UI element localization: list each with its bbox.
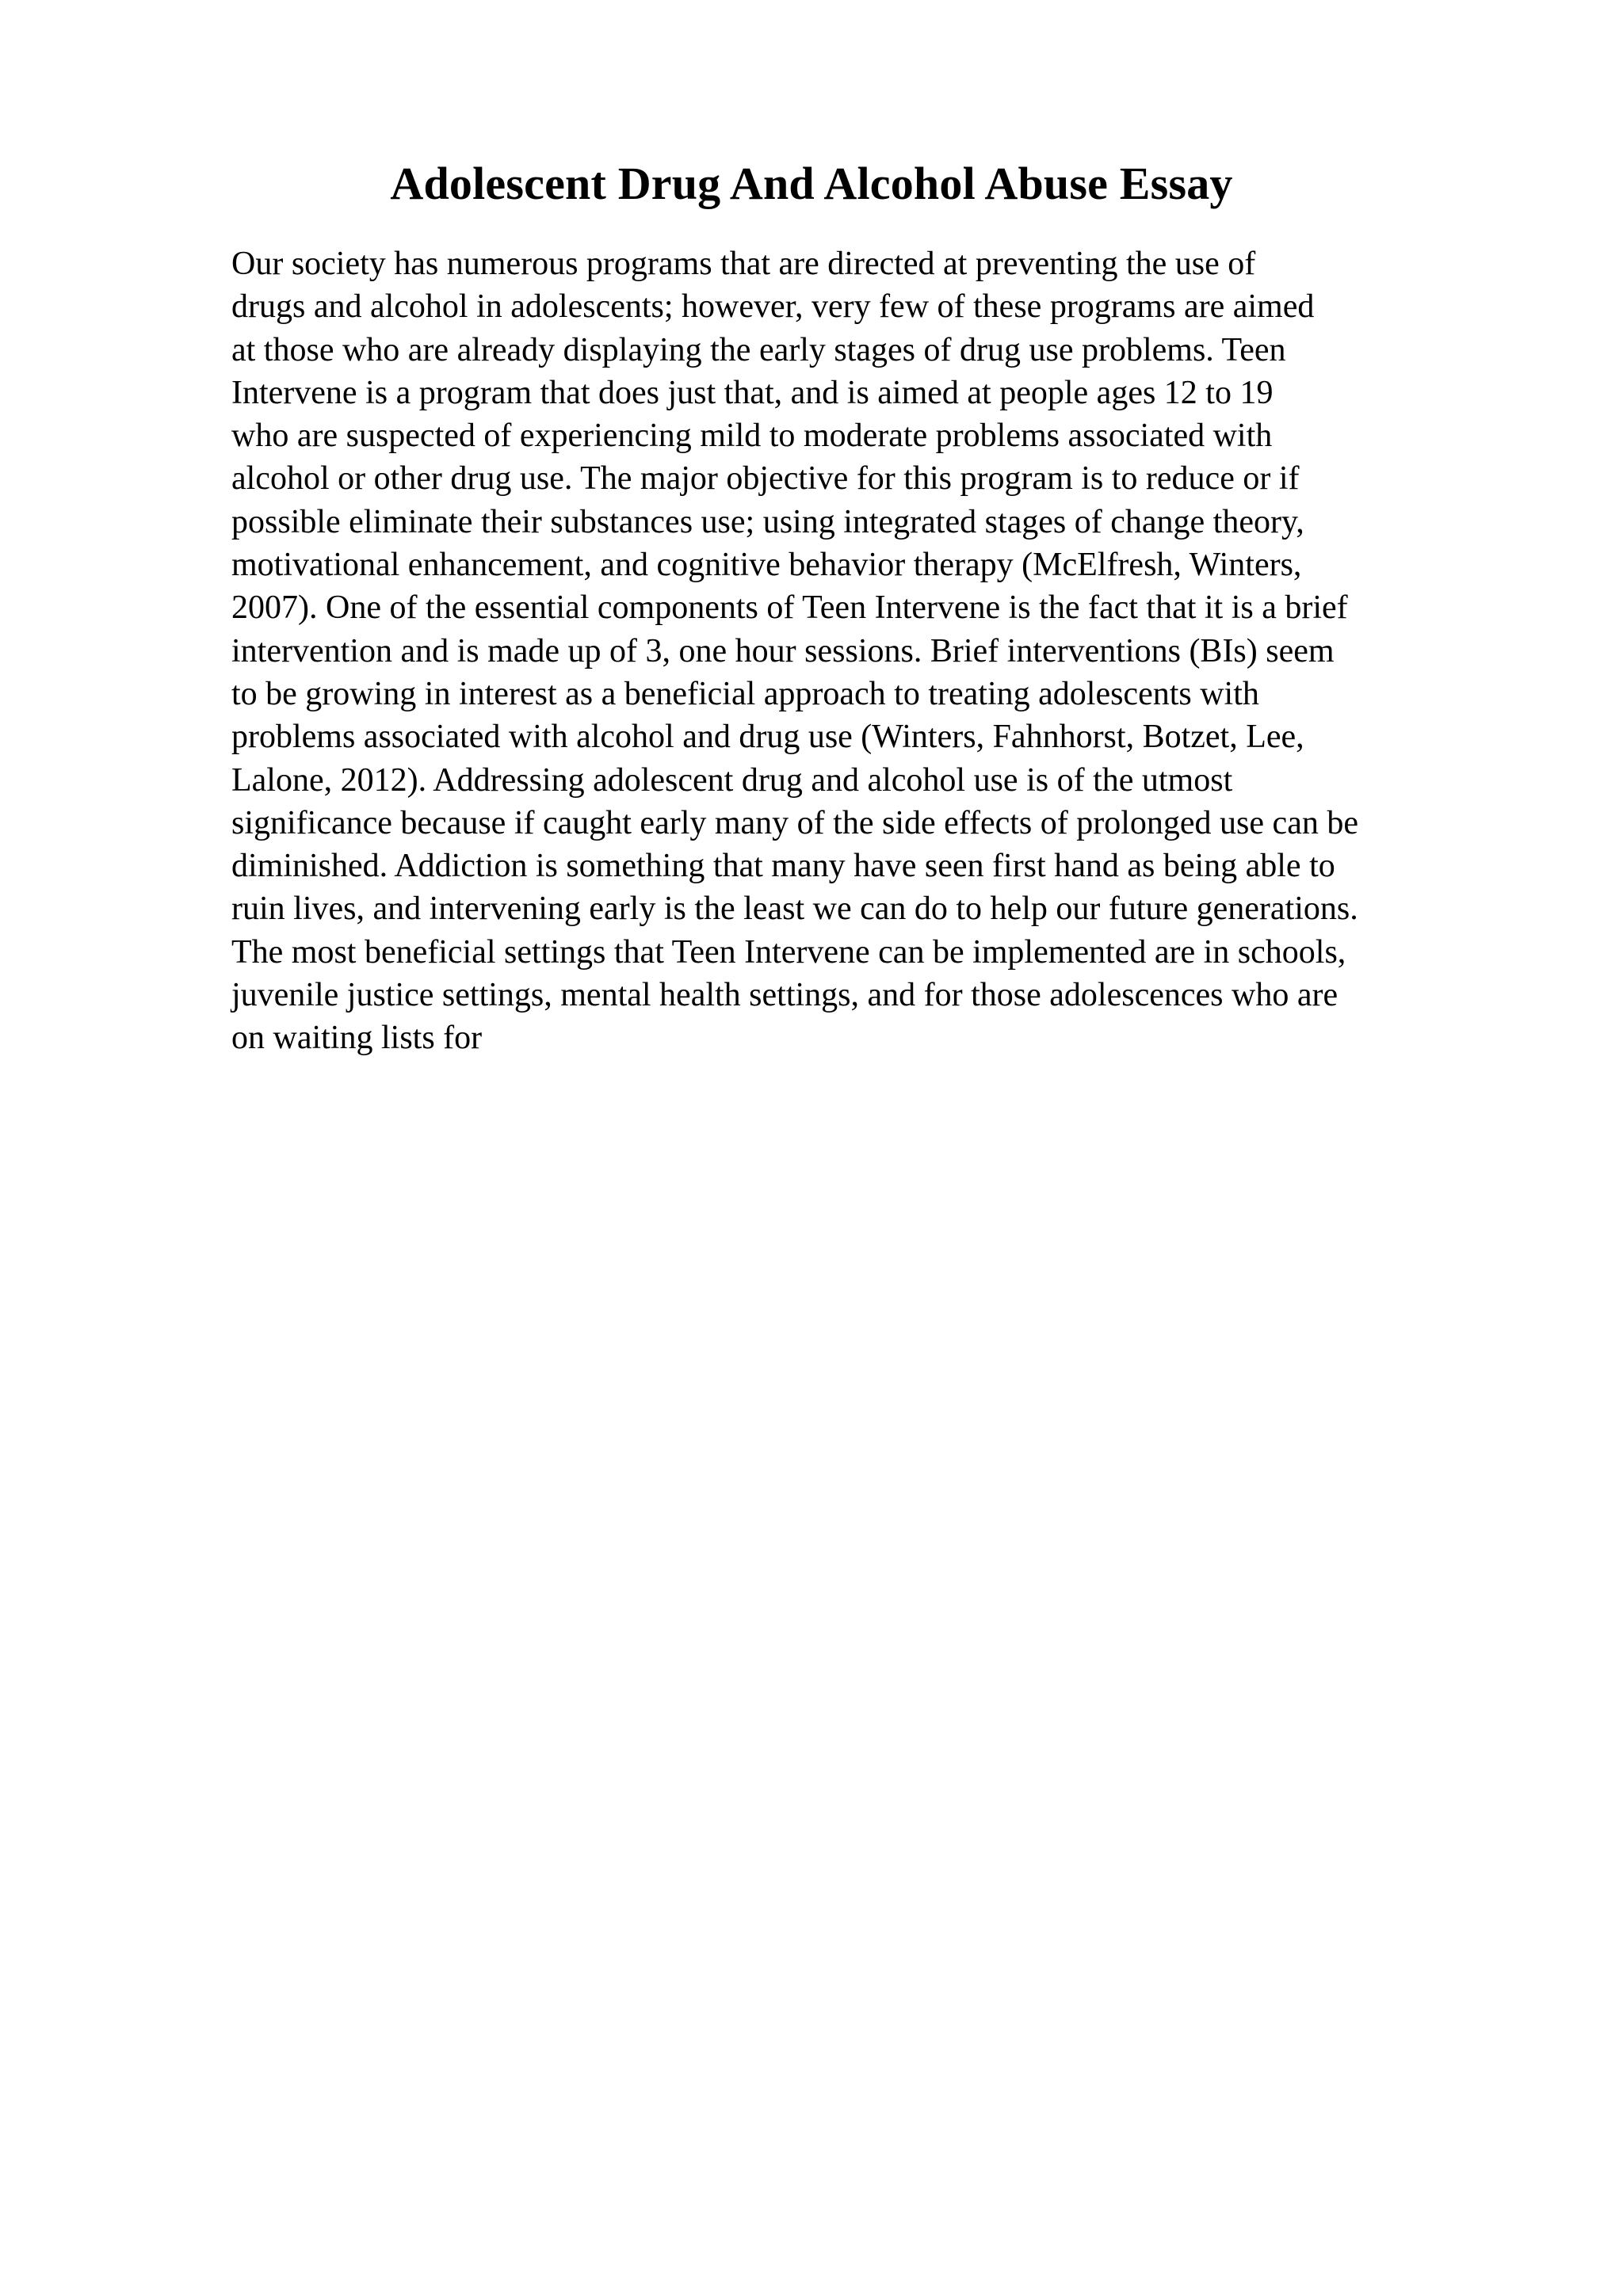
text-line: Intervene is a program that does just that, and is aimed at people ages 12 to 19 [231, 374, 1274, 411]
text-line: 2007). One of the essential components of Teen Intervene is the fact that it is a brief [231, 589, 1348, 627]
text-line: motivational enhancement, and cognitive behavior therapy (McElfresh, Winters, [231, 547, 1302, 584]
text-line: drugs and alcohol in adolescents; however, very few of these programs are aimed [231, 288, 1315, 326]
text-line: problems associated with alcohol and drug use (Winters, Fahnhorst, Botzet, Lee, [231, 719, 1304, 756]
text-line: The most beneficial settings that Teen Intervene can be implemented are in schools, [231, 933, 1346, 971]
text-line: on waiting lists for [231, 1020, 483, 1057]
text-line: significance because if caught early many of the side effects of prolonged use can be [231, 804, 1358, 841]
text-line: juvenile justice settings, mental health settings, and for those adolescences who are [231, 977, 1338, 1014]
page-title: Adolescent Drug And Alcohol Abuse Essay [390, 158, 1233, 209]
text-line: to be growing in interest as a beneficial approach to treating adolescents with [231, 675, 1259, 712]
text-line: diminished. Addiction is something that many have seen first hand as being able to [231, 848, 1335, 885]
text-line: alcohol or other drug use. The major objective for this program is to reduce or if [231, 460, 1300, 498]
text-line: at those who are already displaying the early stages of drug use problems. Teen [231, 331, 1286, 368]
text-line: intervention and is made up of 3, one hour sessions. Brief interventions (BIs) seem [231, 632, 1335, 669]
text-line: ruin lives, and intervening early is the least we can do to help our future generations. [231, 891, 1358, 928]
text-line: who are suspected of experiencing mild to moderate problems associated with [231, 418, 1273, 455]
text-line: Lalone, 2012). Addressing adolescent drug and alcohol use is of the utmost [231, 761, 1233, 799]
text-line: possible eliminate their substances use; using integrated stages of change theory, [231, 503, 1304, 540]
essay-body [231, 242, 1499, 1060]
text-line: Our society has numerous programs that are directed at preventing the use of [231, 246, 1256, 282]
